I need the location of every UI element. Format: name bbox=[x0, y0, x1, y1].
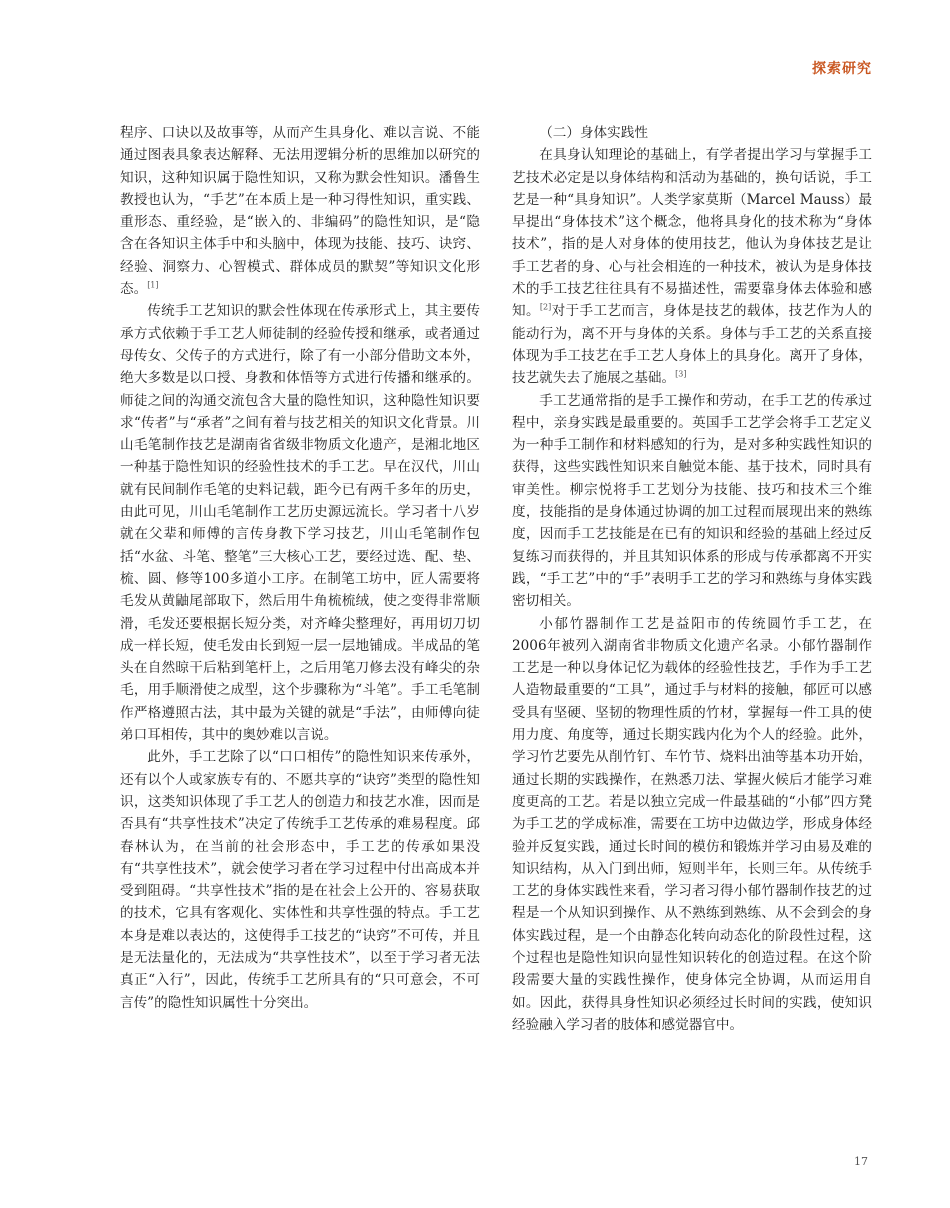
citation-ref[interactable]: [2] bbox=[539, 302, 552, 312]
paragraph bbox=[512, 144, 872, 389]
right-column bbox=[512, 122, 872, 1036]
citation-ref[interactable]: [1] bbox=[147, 280, 159, 290]
paragraph: 此外，手工艺除了以“口口相传”的隐性知识来传承外，还有以个人或家族专有的、不愿共享的“诀窍”类型的隐性知识，这类知识体现了手工艺人的创造力和技艺水准，因而是否具有“共享性技术”决定了传统手工艺传承的难易程度。邱春林认为，在当前的社会形态中，手工艺的传承如果没有“共享性技术”，就会使学习者在学习过程中付出高成本并受到阻碍。“共享性技术”指的是在社会上公开的、容易获取的技术，它具有客观化、实体性和共享性强的特点。手工艺本身是难以表达的，这使得手工技艺的“诀窍”不可传，并且是无法量化的，无法成为“共享性技术”，以至于学习者无法真正“入行”，因此，传统手工艺所具有的“只可意会，不可言传”的隐性知识属性十分突出。 bbox=[120, 749, 480, 1011]
paragraph bbox=[120, 122, 480, 300]
paragraph-text: 在具身认知理论的基础上，有学者提出学习与掌握手工艺技术必定是以身体结构和活动为基础的，换句话说，手工艺是一种“具身知识”。人类学家莫斯（Marcel Mauss）最早提出“身体技术”这个概念，他将具身化的技术称为“身体技术”，指的是人对身体的使用技艺，他认为身体技艺是让手工艺者的身、心与社会相连的一种技术，被认为是身体技术的手工技艺往往具有不易描述性，需要靠身体去体验和感知。 bbox=[512, 147, 872, 320]
paragraph-text: 程序、口诀以及故事等，从而产生具身化、难以言说、不能通过图表具象表达解释、无法用逻辑分析的思维加以研究的知识，这种知识属于隐性知识，又称为默会性知识。潘鲁生教授也认为，“手艺”在本质上是一种习得性知识，重实践、重形态、重经验，是“嵌入的、非编码”的隐性知识，是“隐含在各知识主体手中和头脑中，体现为技能、技巧、诀窍、经验、洞察力、心智模式、群体成员的默契”等知识文化形态。 bbox=[120, 125, 480, 298]
section-heading: （二）身体实践性 bbox=[539, 125, 648, 141]
left-column bbox=[120, 122, 480, 1014]
page-number: 17 bbox=[854, 1155, 868, 1168]
section-label: 探索研究 bbox=[812, 61, 872, 77]
citation-ref[interactable]: [3] bbox=[675, 369, 687, 379]
paragraph-text: 对于手工艺而言，身体是技艺的载体，技艺作为人的能动行为，离不开与身体的关系。身体与手工艺的关系直接体现为手工技艺在手工艺人身体上的具身化。离开了身体，技艺就失去了施展之基础。 bbox=[512, 303, 873, 387]
paragraph: 小郁竹器制作工艺是益阳市的传统圆竹手工艺，在2006年被列入湖南省非物质文化遗产名录。小郁竹器制作工艺是一种以身体记忆为载体的经验性技艺，手作为手工艺人造物最重要的“工具”，通过手与材料的接触，郁匠可以感受具有坚硬、坚韧的物理性质的竹材，掌握每一件工具的使用力度、角度等，通过长期实践内化为个人的经验。此外，学习竹艺要先从削竹钉、车竹节、烧料出油等基本功开始，通过长期的实践操作，在熟悉刀法、掌握火候后才能学习难度更高的工艺。若是以独立完成一件最基础的“小郁”四方凳为手工艺的学成标准，需要在工坊中边做边学，形成身体经验并反复实践，通过长时间的模仿和锻炼并学习由易及难的知识结构，从入门到出师，短则半年，长则三年。从传统手工艺的身体实践性来看，学习者习得小郁竹器制作技艺的过程是一个从知识到操作、从不熟练到熟练、从不会到会的身体实践过程，是一个由静态化转向动态化的阶段性过程，这个过程也是隐性知识向显性知识转化的创造过程。在这个阶段需要大量的实践性操作，使身体完全协调，从而运用自如。因此，获得具身性知识必须经过长时间的实践，使知识经验融入学习者的肢体和感觉器官中。 bbox=[512, 615, 872, 1033]
paragraph: 手工艺通常指的是手工操作和劳动，在手工艺的传承过程中，亲身实践是最重要的。英国手工艺学会将手工艺定义为一种手工制作和材料感知的行为，是对多种实践性知识的获得，这些实践性知识来自触觉本能、基于技术，同时具有审美性。柳宗悦将手工艺划分为技能、技巧和技术三个维度，技能指的是身体通过协调的加工过程而展现出来的熟练度，因而手工艺技能是在已有的知识和经验的基础上经过反复练习而获得的，并且其知识体系的形成与传承都离不开实践，“手工艺”中的“手”表明手工艺的学习和熟练与身体实践密切相关。 bbox=[512, 392, 872, 610]
paragraph: 传统手工艺知识的默会性体现在传承形式上，其主要传承方式依赖于手工艺人师徒制的经验传授和继承，或者通过母传女、父传子的方式进行，除了有一小部分借助文本外，绝大多数是以口授、身教和体悟等方式进行传播和继承的。师徒之间的沟通交流包含大量的隐性知识，这种隐性知识要求“传者”与“承者”之间有着与技艺相关的知识文化背景。川山毛笔制作技艺是湖南省省级非物质文化遗产，是湘北地区一种基于隐性知识的经验性技术的手工艺。早在汉代，川山就有民间制作毛笔的史料记载，距今已有两千多年的历史，由此可见，川山毛笔制作工艺历史源远流长。学习者十八岁就在父辈和师傅的言传身教下学习技艺，川山毛笔制作包括“水盆、斗笔、整笔”三大核心工艺，要经过选、配、垫、梳、圆、修等100多道小工序。在制笔工坊中，匠人需要将毛发从黄鼬尾部取下，然后用牛角梳梳绒，使之变得非常顺滑，毛发还要根据长短分类，对齐峰尖整理好，再用切刀切成一样长短，使毛发由长到短一层一层地铺成。半成品的笔头在自然晾干后粘到笔杆上，之后用笔刀修去没有峰尖的杂毛，用手顺滑使之成型，这个步骤称为“斗笔”。手工毛笔制作严格遵照古法，其中最为关键的就是“手法”，由师傅向徒弟口耳相传，其中的奥妙难以言说。 bbox=[120, 303, 480, 744]
